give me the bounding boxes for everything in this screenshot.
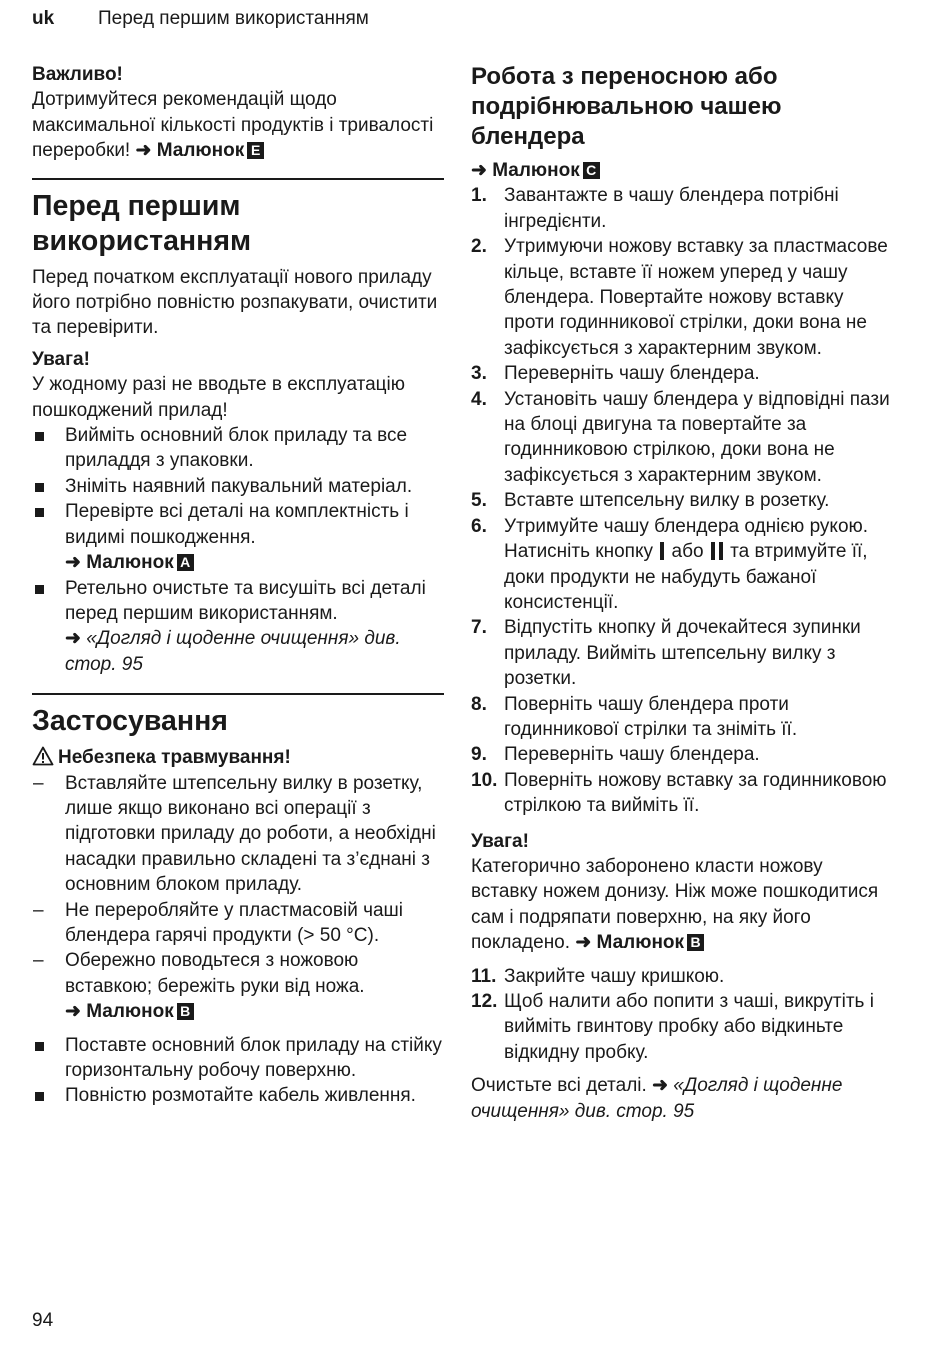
attention-title: Увага! — [32, 348, 90, 370]
section-title-blender-bowl: Робота з переносною або подрібнювальною чашею блендера — [471, 63, 782, 150]
arrow-right-icon: ➜ — [652, 1075, 668, 1097]
right-column — [471, 62, 891, 1124]
attention-title: Увага! — [471, 830, 529, 852]
arrow-right-icon: ➜ — [65, 628, 81, 650]
important-text: Дотримуйтеся рекомендацій щодо максимальної кількості продуктів і тривалості переробки! ➜ Малюнок E — [32, 87, 444, 163]
list-item: Перевірте всі деталі на комплектність і видимі пошкодження. ➜ Малюнок A — [32, 499, 444, 575]
language-code: uk — [32, 8, 55, 29]
figure-line — [471, 158, 891, 183]
list-item: – Не переробляйте у пластмасовій чаші блендера гарячі продукти (> 50 °C). — [32, 898, 444, 949]
list-item: 2. Утримуючи ножову вставку за пластмасове кільце, вставте її ножем уперед у чашу блендера. Повертайте ножову вставку проти годинникової стрілки, доки вона не зафіксується з характерним звуком. — [471, 236, 888, 359]
section-title-first-use: Перед першим використанням — [32, 189, 252, 257]
bullet-list-setup — [32, 1033, 444, 1109]
list-item: 7. Відпустіть кнопку й дочекайтеся зупинки приладу. Вийміть штепсельну вилку з розетки. — [471, 617, 861, 690]
page-reference: «Догляд і щоденне очищення» див. стор. 95 — [471, 1075, 843, 1122]
list-item: Повністю розмотайте кабель живлення. — [32, 1083, 444, 1108]
dash-list-safety — [32, 771, 444, 1025]
warning-triangle-icon — [32, 746, 54, 766]
list-item: – Обережно поводьтеся з ножовою вставкою; бережіть руки від ножа. ➜ Малюнок B — [32, 948, 444, 1024]
list-item: 11. Закрийте чашу кришкою. — [471, 965, 725, 987]
list-item: 12. Щоб налити або попити з чаші, викрутіть і вийміть гвинтову пробку або відкиньте відкидну пробку. — [471, 991, 874, 1063]
figure-ref: Малюнок — [156, 140, 245, 162]
figure-ref: Малюнок — [86, 552, 174, 574]
list-item: Зніміть наявний пакувальний матеріал. — [32, 474, 444, 499]
section-intro: Перед початком експлуатації нового приладу його потрібно повністю розпакувати, очистити та перевірити. — [32, 266, 438, 339]
important-title: Важливо! — [32, 64, 123, 85]
figure-letter-badge: B — [687, 934, 704, 951]
figure-letter-badge: E — [247, 142, 264, 159]
figure-ref: Малюнок — [492, 160, 580, 181]
final-text: Очистьте всі деталі. ➜ «Догляд і щоденне очищення» див. стор. 95 — [471, 1075, 843, 1122]
list-item: Ретельно очистьте та висушіть всі деталі перед першим використанням. ➜ «Догляд і щоденне очищення» див. стор. 95 — [32, 576, 444, 678]
list-item: Поставте основний блок приладу на стійку горизонтальну робочу поверхню. — [32, 1033, 444, 1084]
page-number: 94 — [32, 1310, 54, 1331]
figure-ref: Малюнок — [596, 932, 685, 954]
header-title: Перед першим використанням — [98, 8, 369, 29]
list-item: Вийміть основний блок приладу та все приладдя з упаковки. — [32, 423, 444, 474]
figure-letter-badge: B — [177, 1003, 194, 1020]
page-reference: «Догляд і щоденне очищення» див. стор. 95 — [65, 628, 401, 675]
list-item: 9. Переверніть чашу блендера. — [471, 744, 760, 766]
bullet-list-unpack — [32, 423, 444, 677]
speed-2-button-icon — [709, 542, 725, 560]
danger-title: Небезпека травмування! — [32, 745, 444, 770]
attention-text: Категорично заборонено класти ножову вставку ножем донизу. Ніж може пошкодитися сам і подряпати поверхню, на яку його покладено. ➜ Малюнок B — [471, 854, 891, 956]
steps-list-continued — [471, 964, 891, 1066]
section-divider — [32, 693, 444, 695]
list-item: 10. Поверніть ножову вставку за годинниковою стрілкою та вийміть її. — [471, 769, 887, 817]
attention-text: У жодному разі не вводьте в експлуатацію пошкоджений прилад! — [32, 374, 406, 421]
arrow-right-icon: ➜ — [65, 552, 81, 574]
arrow-right-icon: ➜ — [575, 932, 592, 954]
list-item: 1. Завантажте в чашу блендера потрібні інгредієнти. — [471, 185, 839, 232]
arrow-right-icon: ➜ — [471, 160, 487, 181]
left-column — [32, 62, 444, 1109]
list-item: 6. Утримуйте чашу блендера однією рукою. Натисніть кнопку або та втримуйте її, доки продукти не набудуть бажаної консистенції. — [471, 515, 869, 613]
list-item: 4. Установіть чашу блендера у відповідні пази на блоці двигуна та повертайте за годинниковою стрілкою, доки вона не зафіксується з характерним звуком. — [471, 388, 890, 486]
list-item: 5. Вставте штепсельну вилку в розетку. — [471, 490, 830, 512]
page-header — [32, 8, 369, 30]
figure-letter-badge: A — [177, 554, 194, 571]
arrow-right-icon: ➜ — [135, 140, 152, 162]
list-item: 3. Переверніть чашу блендера. — [471, 363, 760, 385]
section-divider — [32, 178, 444, 180]
arrow-right-icon: ➜ — [65, 1001, 81, 1023]
speed-1-button-icon — [658, 542, 666, 560]
list-item: – Вставляйте штепсельну вилку в розетку, лише якщо виконано всі операції з підготовки приладу до роботи, а необхідні насадки правильно складені та з’єднані з основним блоком приладу. — [32, 771, 444, 898]
section-title-usage: Застосування — [32, 705, 228, 738]
steps-list — [471, 183, 891, 818]
figure-ref: Малюнок — [86, 1001, 174, 1023]
figure-letter-badge: C — [583, 162, 600, 179]
list-item: 8. Поверніть чашу блендера проти годинникової стрілки та зніміть її. — [471, 693, 798, 740]
